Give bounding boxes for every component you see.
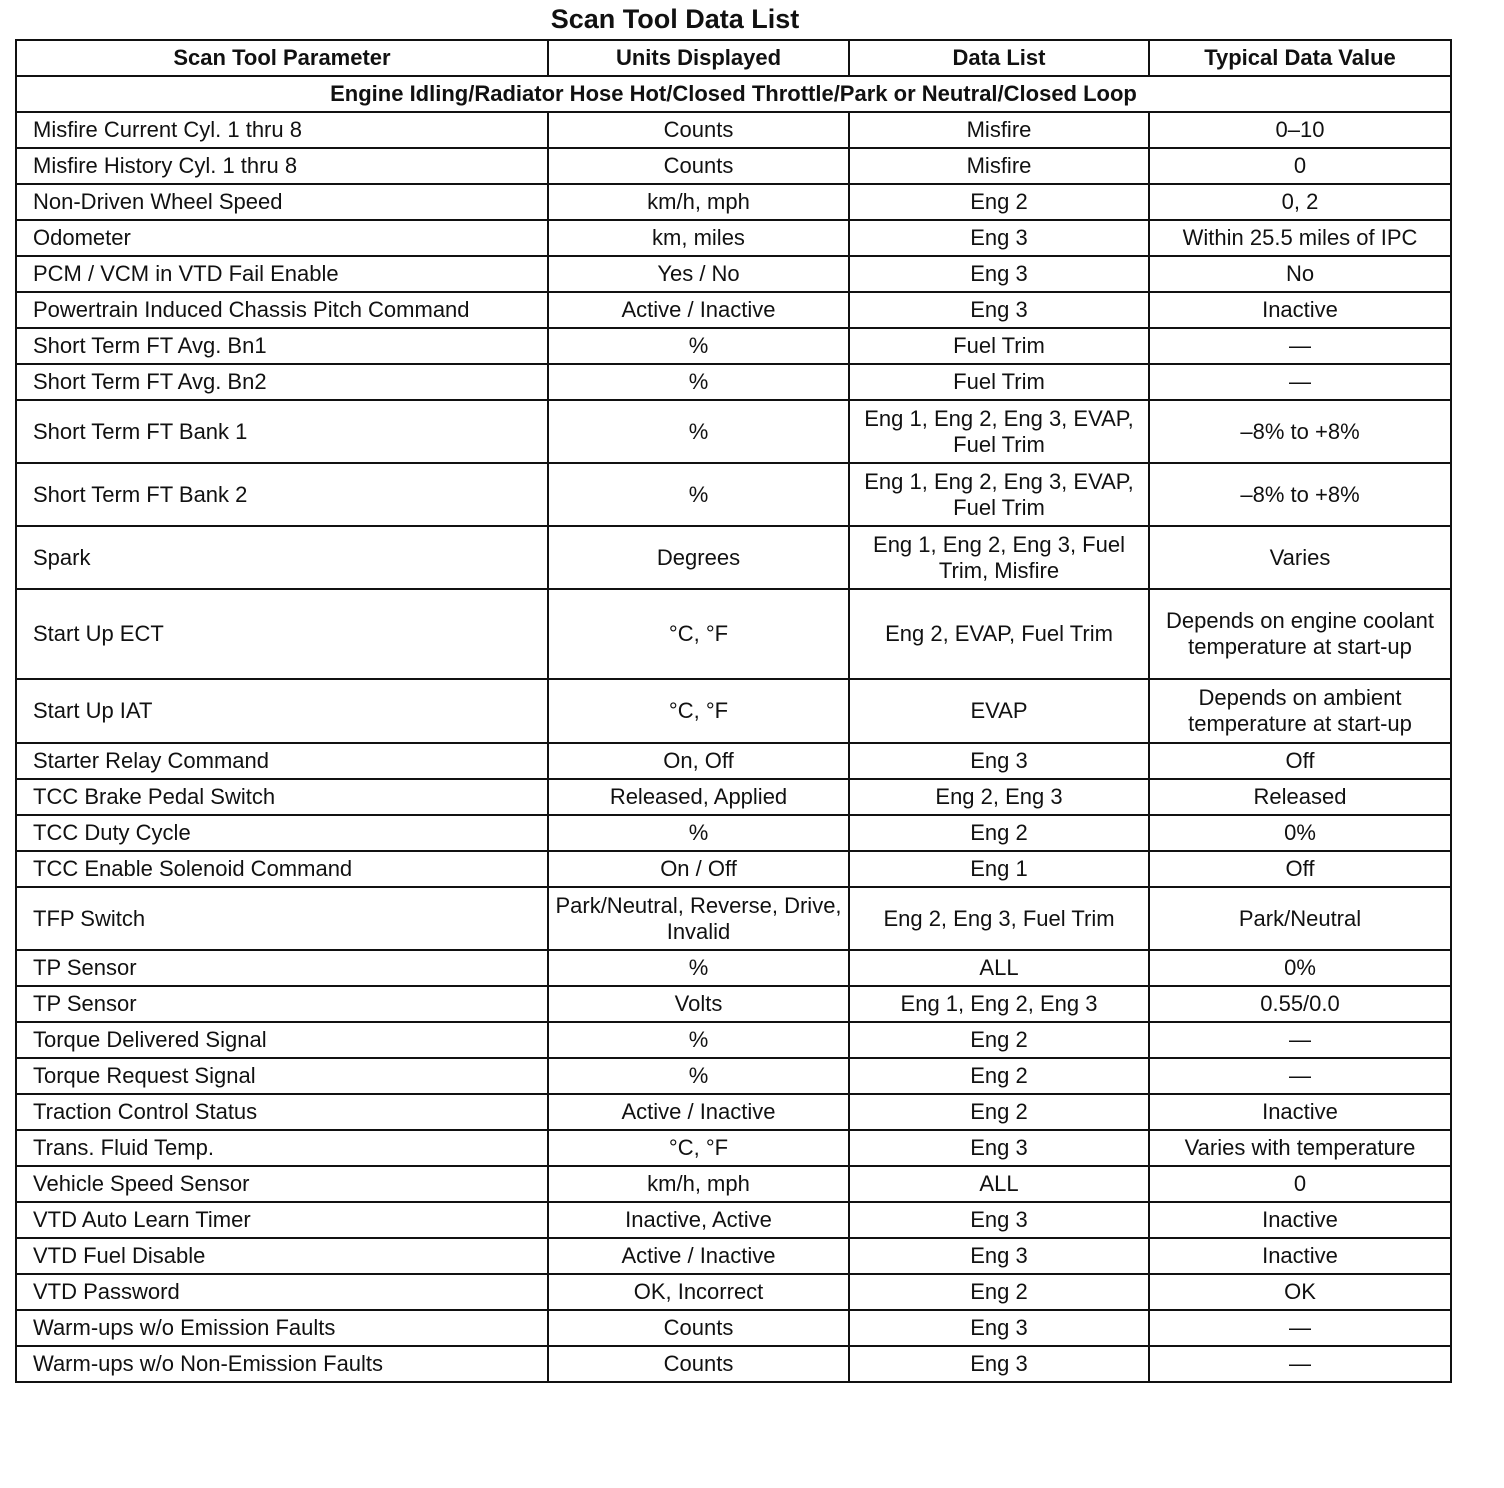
param-cell: Short Term FT Avg. Bn1 bbox=[16, 328, 548, 364]
param-cell: Short Term FT Bank 2 bbox=[16, 463, 548, 526]
units-cell: On, Off bbox=[548, 743, 849, 779]
table-row bbox=[16, 292, 1451, 328]
data-list-cell: ALL bbox=[849, 1166, 1149, 1202]
data-list-cell: Eng 1, Eng 2, Eng 3, EVAP, Fuel Trim bbox=[849, 463, 1149, 526]
param-cell: Powertrain Induced Chassis Pitch Command bbox=[16, 292, 548, 328]
table-row bbox=[16, 463, 1451, 526]
data-list-cell: Eng 2 bbox=[849, 1022, 1149, 1058]
table-row bbox=[16, 851, 1451, 887]
header-scan-tool-parameter: Scan Tool Parameter bbox=[16, 40, 548, 76]
data-list-cell: Eng 3 bbox=[849, 1346, 1149, 1382]
table-row bbox=[16, 526, 1451, 589]
typical-value-cell: Inactive bbox=[1149, 292, 1451, 328]
units-cell: % bbox=[548, 950, 849, 986]
table-row bbox=[16, 887, 1451, 950]
param-cell: Misfire Current Cyl. 1 thru 8 bbox=[16, 112, 548, 148]
units-cell: Released, Applied bbox=[548, 779, 849, 815]
data-list-cell: Eng 3 bbox=[849, 292, 1149, 328]
scan-tool-data-table bbox=[15, 39, 1452, 1383]
param-cell: TP Sensor bbox=[16, 950, 548, 986]
param-cell: Warm-ups w/o Emission Faults bbox=[16, 1310, 548, 1346]
data-list-cell: Eng 1 bbox=[849, 851, 1149, 887]
units-cell: km/h, mph bbox=[548, 184, 849, 220]
header-row bbox=[16, 40, 1451, 76]
typical-value-cell: Park/Neutral bbox=[1149, 887, 1451, 950]
data-list-cell: Eng 2, Eng 3, Fuel Trim bbox=[849, 887, 1149, 950]
page-title: Scan Tool Data List bbox=[550, 4, 800, 34]
typical-value-cell: 0% bbox=[1149, 950, 1451, 986]
param-cell: Traction Control Status bbox=[16, 1094, 548, 1130]
units-cell: km, miles bbox=[548, 220, 849, 256]
param-cell: TCC Duty Cycle bbox=[16, 815, 548, 851]
param-cell: Torque Request Signal bbox=[16, 1058, 548, 1094]
typical-value-cell: 0 bbox=[1149, 1166, 1451, 1202]
param-cell: Odometer bbox=[16, 220, 548, 256]
param-cell: VTD Fuel Disable bbox=[16, 1238, 548, 1274]
data-list-cell: Eng 3 bbox=[849, 1238, 1149, 1274]
data-list-cell: Eng 2 bbox=[849, 1058, 1149, 1094]
typical-value-cell: 0, 2 bbox=[1149, 184, 1451, 220]
table-row bbox=[16, 184, 1451, 220]
typical-value-cell: Varies bbox=[1149, 526, 1451, 589]
param-cell: Trans. Fluid Temp. bbox=[16, 1130, 548, 1166]
param-cell: Non-Driven Wheel Speed bbox=[16, 184, 548, 220]
data-list-cell: Fuel Trim bbox=[849, 328, 1149, 364]
table-row bbox=[16, 220, 1451, 256]
units-cell: Counts bbox=[548, 1310, 849, 1346]
table-row bbox=[16, 1274, 1451, 1310]
typical-value-cell: Depends on engine coolant temperature at start-up bbox=[1149, 589, 1451, 679]
param-cell: VTD Auto Learn Timer bbox=[16, 1202, 548, 1238]
typical-value-cell: Varies with temperature bbox=[1149, 1130, 1451, 1166]
table-row bbox=[16, 1166, 1451, 1202]
data-list-cell: Eng 3 bbox=[849, 1202, 1149, 1238]
units-cell: Counts bbox=[548, 148, 849, 184]
units-cell: Active / Inactive bbox=[548, 1238, 849, 1274]
typical-value-cell: Released bbox=[1149, 779, 1451, 815]
data-list-cell: Eng 3 bbox=[849, 1130, 1149, 1166]
param-cell: Vehicle Speed Sensor bbox=[16, 1166, 548, 1202]
param-cell: TFP Switch bbox=[16, 887, 548, 950]
param-cell: Start Up IAT bbox=[16, 679, 548, 743]
condition-text: Engine Idling/Radiator Hose Hot/Closed Throttle/Park or Neutral/Closed Loop bbox=[16, 76, 1451, 112]
typical-value-cell: — bbox=[1149, 364, 1451, 400]
data-list-cell: Eng 2, Eng 3 bbox=[849, 779, 1149, 815]
param-cell: VTD Password bbox=[16, 1274, 548, 1310]
data-list-cell: Eng 2 bbox=[849, 815, 1149, 851]
typical-value-cell: — bbox=[1149, 1310, 1451, 1346]
param-cell: Short Term FT Avg. Bn2 bbox=[16, 364, 548, 400]
data-list-cell: Eng 1, Eng 2, Eng 3, EVAP, Fuel Trim bbox=[849, 400, 1149, 463]
table-row bbox=[16, 1022, 1451, 1058]
typical-value-cell: Depends on ambient temperature at start-up bbox=[1149, 679, 1451, 743]
param-cell: Short Term FT Bank 1 bbox=[16, 400, 548, 463]
table-row bbox=[16, 986, 1451, 1022]
data-list-cell: Fuel Trim bbox=[849, 364, 1149, 400]
typical-value-cell: No bbox=[1149, 256, 1451, 292]
units-cell: % bbox=[548, 1022, 849, 1058]
data-list-cell: Eng 2 bbox=[849, 1274, 1149, 1310]
typical-value-cell: –8% to +8% bbox=[1149, 400, 1451, 463]
units-cell: % bbox=[548, 400, 849, 463]
units-cell: OK, Incorrect bbox=[548, 1274, 849, 1310]
param-cell: PCM / VCM in VTD Fail Enable bbox=[16, 256, 548, 292]
typical-value-cell: Inactive bbox=[1149, 1238, 1451, 1274]
data-list-cell: Eng 2 bbox=[849, 184, 1149, 220]
table-row bbox=[16, 743, 1451, 779]
param-cell: TP Sensor bbox=[16, 986, 548, 1022]
table-row bbox=[16, 1346, 1451, 1382]
units-cell: Inactive, Active bbox=[548, 1202, 849, 1238]
typical-value-cell: — bbox=[1149, 328, 1451, 364]
param-cell: TCC Enable Solenoid Command bbox=[16, 851, 548, 887]
param-cell: Spark bbox=[16, 526, 548, 589]
units-cell: Counts bbox=[548, 112, 849, 148]
table-row bbox=[16, 779, 1451, 815]
table-row bbox=[16, 679, 1451, 743]
typical-value-cell: 0–10 bbox=[1149, 112, 1451, 148]
header-typical-data-value: Typical Data Value bbox=[1149, 40, 1451, 76]
param-cell: TCC Brake Pedal Switch bbox=[16, 779, 548, 815]
units-cell: % bbox=[548, 815, 849, 851]
table-row bbox=[16, 1094, 1451, 1130]
typical-value-cell: Inactive bbox=[1149, 1094, 1451, 1130]
typical-value-cell: — bbox=[1149, 1022, 1451, 1058]
data-list-cell: EVAP bbox=[849, 679, 1149, 743]
data-list-cell: Misfire bbox=[849, 112, 1149, 148]
table-row bbox=[16, 589, 1451, 679]
param-cell: Torque Delivered Signal bbox=[16, 1022, 548, 1058]
data-list-cell: ALL bbox=[849, 950, 1149, 986]
data-list-cell: Eng 1, Eng 2, Eng 3 bbox=[849, 986, 1149, 1022]
table-row bbox=[16, 1202, 1451, 1238]
table-row bbox=[16, 1130, 1451, 1166]
data-list-cell: Misfire bbox=[849, 148, 1149, 184]
typical-value-cell: Off bbox=[1149, 851, 1451, 887]
data-list-cell: Eng 3 bbox=[849, 1310, 1149, 1346]
param-cell: Start Up ECT bbox=[16, 589, 548, 679]
typical-value-cell: Off bbox=[1149, 743, 1451, 779]
data-list-cell: Eng 3 bbox=[849, 220, 1149, 256]
param-cell: Warm-ups w/o Non-Emission Faults bbox=[16, 1346, 548, 1382]
typical-value-cell: — bbox=[1149, 1346, 1451, 1382]
units-cell: % bbox=[548, 463, 849, 526]
table-row bbox=[16, 112, 1451, 148]
table-row bbox=[16, 364, 1451, 400]
typical-value-cell: OK bbox=[1149, 1274, 1451, 1310]
condition-row bbox=[16, 76, 1451, 112]
units-cell: km/h, mph bbox=[548, 1166, 849, 1202]
units-cell: °C, °F bbox=[548, 589, 849, 679]
data-list-cell: Eng 3 bbox=[849, 256, 1149, 292]
typical-value-cell: — bbox=[1149, 1058, 1451, 1094]
header-units-displayed: Units Displayed bbox=[548, 40, 849, 76]
units-cell: Yes / No bbox=[548, 256, 849, 292]
units-cell: Active / Inactive bbox=[548, 292, 849, 328]
table-row bbox=[16, 148, 1451, 184]
table-row bbox=[16, 1310, 1451, 1346]
header-data-list: Data List bbox=[849, 40, 1149, 76]
typical-value-cell: –8% to +8% bbox=[1149, 463, 1451, 526]
data-list-cell: Eng 2 bbox=[849, 1094, 1149, 1130]
units-cell: % bbox=[548, 328, 849, 364]
data-list-cell: Eng 1, Eng 2, Eng 3, Fuel Trim, Misfire bbox=[849, 526, 1149, 589]
table-row bbox=[16, 950, 1451, 986]
typical-value-cell: 0% bbox=[1149, 815, 1451, 851]
data-list-cell: Eng 3 bbox=[849, 743, 1149, 779]
data-list-cell: Eng 2, EVAP, Fuel Trim bbox=[849, 589, 1149, 679]
table-row bbox=[16, 400, 1451, 463]
table-row bbox=[16, 328, 1451, 364]
units-cell: °C, °F bbox=[548, 679, 849, 743]
typical-value-cell: Within 25.5 miles of IPC bbox=[1149, 220, 1451, 256]
units-cell: °C, °F bbox=[548, 1130, 849, 1166]
units-cell: Active / Inactive bbox=[548, 1094, 849, 1130]
table-row bbox=[16, 1058, 1451, 1094]
units-cell: Counts bbox=[548, 1346, 849, 1382]
units-cell: On / Off bbox=[548, 851, 849, 887]
table-row bbox=[16, 815, 1451, 851]
typical-value-cell: 0 bbox=[1149, 148, 1451, 184]
typical-value-cell: 0.55/0.0 bbox=[1149, 986, 1451, 1022]
units-cell: % bbox=[548, 364, 849, 400]
units-cell: % bbox=[548, 1058, 849, 1094]
param-cell: Starter Relay Command bbox=[16, 743, 548, 779]
units-cell: Degrees bbox=[548, 526, 849, 589]
typical-value-cell: Inactive bbox=[1149, 1202, 1451, 1238]
units-cell: Park/Neutral, Reverse, Drive, Invalid bbox=[548, 887, 849, 950]
table-row bbox=[16, 1238, 1451, 1274]
param-cell: Misfire History Cyl. 1 thru 8 bbox=[16, 148, 548, 184]
units-cell: Volts bbox=[548, 986, 849, 1022]
table-row bbox=[16, 256, 1451, 292]
